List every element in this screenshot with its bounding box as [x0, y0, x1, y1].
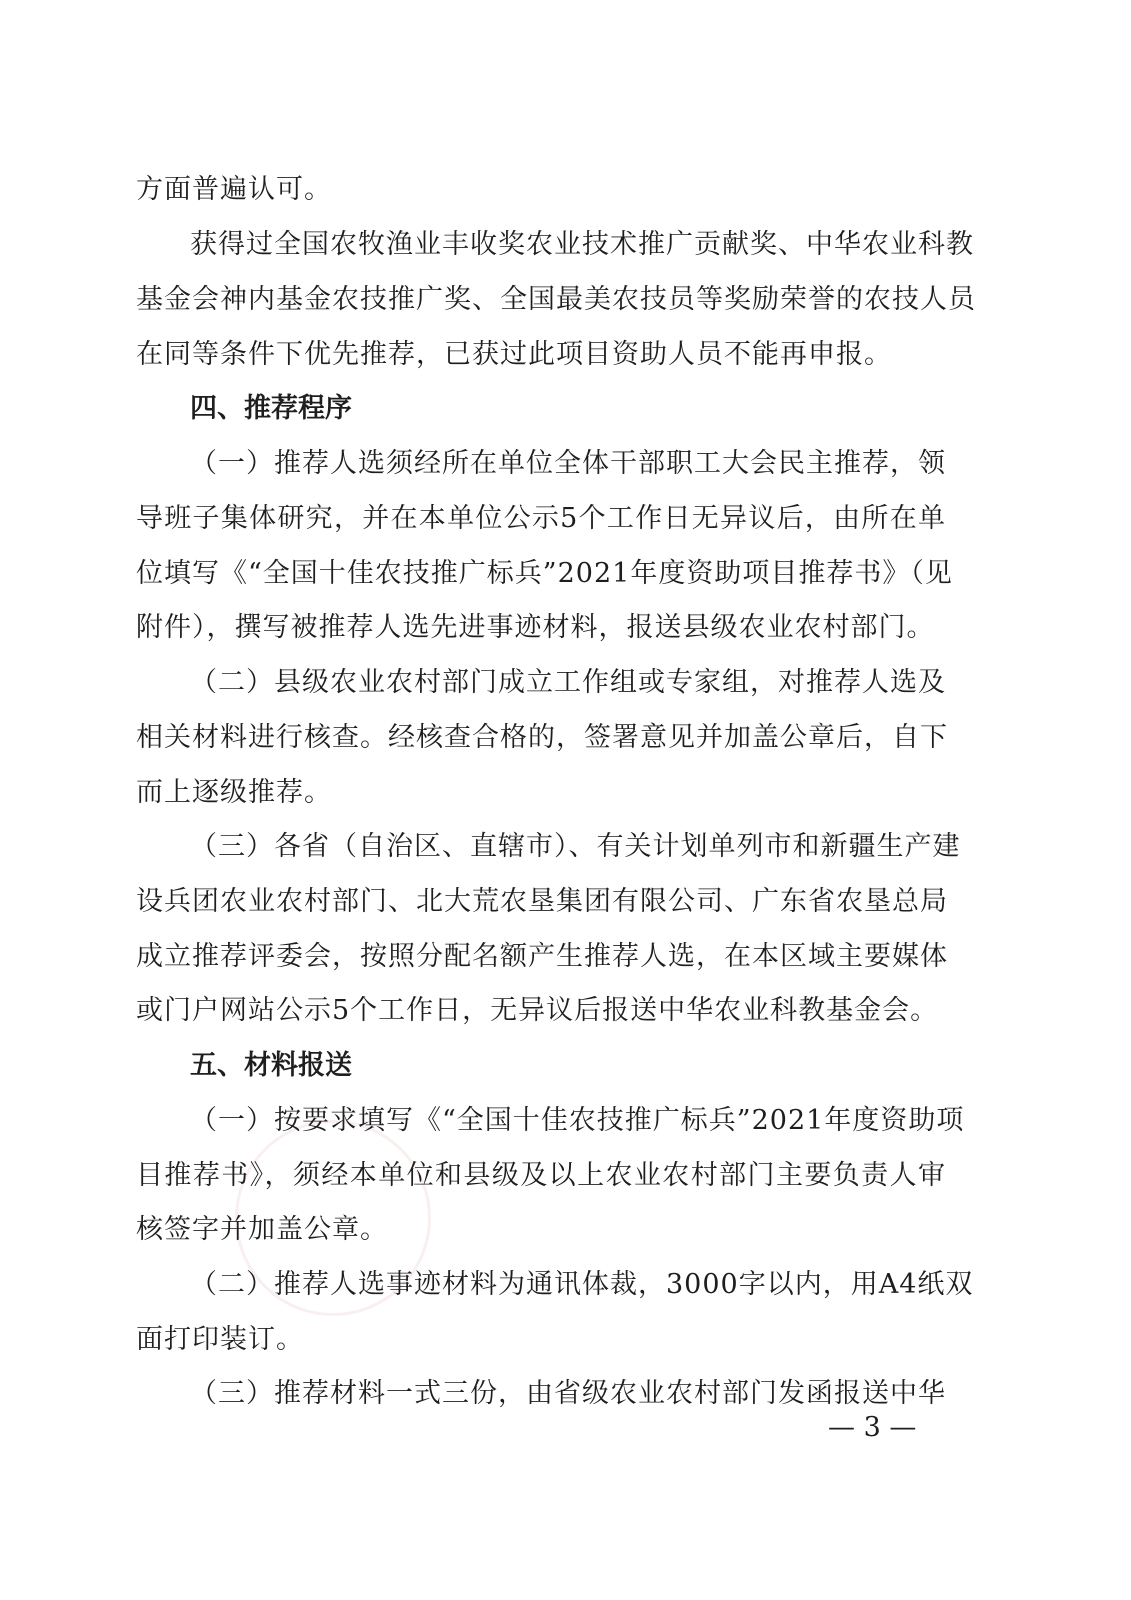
section-heading: 四、推荐程序 [190, 393, 352, 424]
text-line: 核签字并加盖公章。 [136, 1214, 388, 1245]
text-line: 附件），撰写被推荐人选先进事迹材料，报送县级农业农村部门。 [136, 612, 935, 643]
text-line: 成立推荐评委会，按照分配名额产生推荐人选，在本区域主要媒体 [136, 941, 948, 972]
text-line: 设兵团农业农村部门、北大荒农垦集团有限公司、广东省农垦总局 [136, 886, 948, 917]
text-line: 导班子集体研究，并在本单位公示5个工作日无异议后，由所在单 [136, 503, 946, 534]
text-line: 相关材料进行核查。经核查合格的，签署意见并加盖公章后，自下 [136, 722, 948, 753]
text-line: （二）推荐人选事迹材料为通讯体裁，3000字以内，用A4纸双 [190, 1269, 974, 1300]
text-line: 在同等条件下优先推荐，已获过此项目资助人员不能再申报。 [136, 339, 892, 370]
text-line: 或门户网站公示5个工作日，无异议后报送中华农业科教基金会。 [136, 995, 939, 1026]
text-line: 位填写《“全国十佳农技推广标兵”2021年度资助项目推荐书》（见 [136, 558, 953, 589]
text-line: 目推荐书》，须经本单位和县级及以上农业农村部门主要负责人审 [136, 1160, 946, 1191]
page-number: — 3 — [828, 1412, 917, 1443]
text-line: （一）按要求填写《“全国十佳农技推广标兵”2021年度资助项 [190, 1105, 965, 1136]
text-line: 方面普遍认可。 [136, 174, 332, 205]
text-line: 获得过全国农牧渔业丰收奖农业技术推广贡献奖、中华农业科教 [190, 229, 974, 260]
text-line: （二）县级农业农村部门成立工作组或专家组，对推荐人选及 [190, 667, 946, 698]
section-heading: 五、材料报送 [190, 1050, 352, 1081]
text-line: （三）各省（自治区、直辖市）、有关计划单列市和新疆生产建 [190, 831, 961, 862]
text-line: 面打印装订。 [136, 1324, 304, 1355]
text-line: （三）推荐材料一式三份，由省级农业农村部门发函报送中华 [190, 1378, 946, 1409]
text-line: （一）推荐人选须经所在单位全体干部职工大会民主推荐，领 [190, 448, 946, 479]
text-line: 基金会神内基金农技推广奖、全国最美农技员等奖励荣誉的农技人员 [136, 284, 976, 315]
text-line: 而上逐级推荐。 [136, 777, 332, 808]
